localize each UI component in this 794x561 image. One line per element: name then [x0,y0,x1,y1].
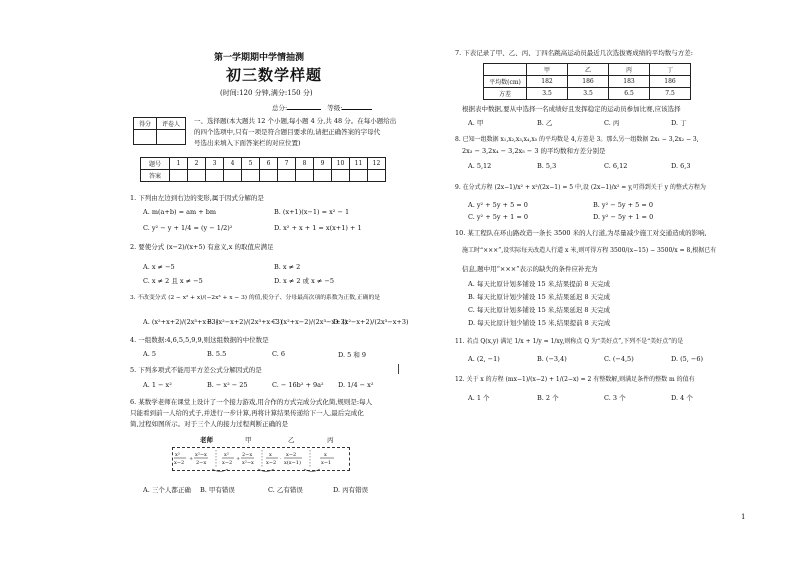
q12-option-d[interactable]: D. 4 个 [671,394,693,402]
relay-expressions [172,447,348,473]
q9-option-b[interactable]: B. y² − 5y + 5 = 0 [593,201,654,209]
answer-table-number: 11 [350,158,368,170]
section1-intro-1: 一、选择题(本大题共 12 个小题,每小题 4 分,共 48 分。在每小题给出 [194,117,397,125]
score-label: 得分 [134,118,157,130]
q5-stem: 5. 下列多项式不能用平方差公式分解因式的是 [130,366,262,374]
answer-table-number: 4 [224,158,242,170]
answer-table-row1-label: 题号 [141,158,170,170]
q8-option-a[interactable]: A. 5,12 [468,162,492,170]
grade-label: 等级: [327,104,343,112]
q7-table-header: 乙 [568,64,609,76]
q7-table-cell: 平均数(cm) [484,76,527,88]
svg-text:x−2: x−2 [266,460,277,466]
q6-option-a[interactable]: A. 三个人都正确 [143,486,191,494]
q12-option-a[interactable]: A. 1 个 [468,394,490,402]
q2-stem: 2. 要使分式 (x−2)/(x+5) 有意义,x 的取值应满足 [130,243,274,251]
answer-cell[interactable] [350,170,368,182]
q6-line-1: 6. 某数学老师在课堂上设计了一个接力游戏,用合作的方式完成分式化简,规则是:每人 [130,398,373,406]
q6-option-c[interactable]: C. 乙有错误 [268,486,303,494]
q1-stem: 1. 下列由左边到右边的变形,属于因式分解的是 [130,194,264,202]
svg-text:x−2: x−2 [286,452,297,458]
answer-table-number: 3 [206,158,224,170]
answer-table-number: 5 [242,158,260,170]
relay-person-jia: 甲 [245,436,252,444]
q7-option-d[interactable]: D. 丁 [671,119,687,127]
q1-option-a[interactable]: A. m(a+b) = am + bm [143,208,217,216]
answer-table-number: 10 [332,158,350,170]
q9-option-a[interactable]: A. y² + 5y + 5 = 0 [468,201,528,209]
answer-table-number: 7 [278,158,296,170]
q10-option-d[interactable]: D. 每天比原计划少铺设 15 米,结果提前 8 天完成 [468,319,611,327]
q3-option-b[interactable]: B. (x²−x+2)/(2x³+x−3) [207,318,283,326]
q7-option-a[interactable]: A. 甲 [468,119,484,127]
svg-text:x²−x: x²−x [242,460,254,466]
q10-line-2: 施工时“×××”,设实际每天改造人行道 x 米,则可得方程 3500/(x−15) − 3500/x = 8,根据已有 [462,247,717,254]
svg-text:x: x [324,452,327,458]
q10-option-a[interactable]: A. 每天比原计划多铺设 15 米,结果提前 8 天完成 [468,280,611,288]
q10-option-c[interactable]: C. 每天比原计划多铺设 15 米,结果延迟 8 天完成 [468,306,611,314]
section1-intro-3: 号选出来填入下面答案栏的对应位置) [194,139,301,147]
score-box [133,117,186,145]
answer-cell[interactable] [278,170,296,182]
q1-option-b[interactable]: B. (x+1)(x−1) = x² − 1 [274,208,350,216]
q12-stem: 12. 关于 x 的方程 (mx−1)/(x−2) + 1/(2−x) = 2 有整数解,则满足条件的整数 m 的值有 [455,376,695,383]
q5-option-b[interactable]: B. − x² − 25 [207,381,248,389]
q11-stem: 11. 若点 Q(x,y) 满足 1/x + 1/y = 1/xy,则称点 Q 为“美好点”,下列不是“美好点”的是 [455,338,684,345]
q6-line-2: 只能看到前一人给的式子,并进行一步计算,再将计算结果传递给下一人,最后完成化 [130,409,364,417]
q9-option-d[interactable]: D. y² − 5y + 1 = 0 [593,213,654,221]
q8-option-b[interactable]: B. 5,3 [537,162,557,170]
q11-option-b[interactable]: B. (−3,4) [537,355,567,363]
q4-option-c[interactable]: C. 6 [272,350,286,358]
q7-stem: 7. 下表记录了甲、乙、丙、丁四名跳高运动员最近几次选拔赛成绩的平均数与方差: [455,49,693,57]
q7-table-cell: 186 [650,76,691,88]
q7-table-cell: 3.5 [527,88,568,100]
total-grade-line [272,103,372,112]
time-score: (时间:120 分钟,满分:150 分) [220,89,313,97]
answer-table-number: 2 [188,158,206,170]
answer-table-number: 9 [314,158,332,170]
svg-text:·: · [280,456,282,462]
svg-text:+: + [189,456,194,462]
q4-stem: 4. 一组数据:4,6,5,5,9,9,则这组数据的中位数是 [130,336,269,344]
answer-cell[interactable] [296,170,314,182]
q2-option-a[interactable]: A. x ≠ −5 [143,263,175,271]
answer-cell[interactable] [170,170,188,182]
total-label: 总分: [272,104,288,112]
q7-after: 根据表中数据,要从中选择一名成绩好且发挥稳定的运动员参加比赛,应该选择 [462,105,681,113]
relay-diagram [172,436,348,476]
q11-option-a[interactable]: A. (2, −1) [468,355,500,363]
answer-cell[interactable] [368,170,386,182]
svg-text:x: x [269,452,272,458]
q6-option-d[interactable]: D. 丙有错误 [333,486,369,494]
svg-text:x−2: x−2 [174,460,185,466]
svg-text:x²: x² [175,452,180,458]
q4-option-a[interactable]: A. 5 [143,350,156,358]
q10-line-1: 10. 某工程队在环山路改造一条长 3500 米的人行道,为尽量减少施工对交通造成的影响, [455,229,707,237]
svg-text:2−x: 2−x [242,452,253,458]
answer-cell[interactable] [188,170,206,182]
q7-table-header [484,64,527,76]
relay-person-yi: 乙 [288,436,295,444]
q5-option-a[interactable]: A. 1 − x² [143,381,172,389]
q8-option-c[interactable]: C. 6,12 [604,162,628,170]
q7-table-header: 甲 [527,64,568,76]
answer-cell[interactable] [242,170,260,182]
q7-option-c[interactable]: C. 丙 [604,119,620,127]
q12-option-b[interactable]: B. 2 个 [537,394,559,402]
q2-option-d[interactable]: D. x ≠ 2 或 x ≠ −5 [274,277,334,285]
q9-stem: 9. 在分式方程 (2x−1)/x² + x²/(2x−1) = 5 中,设 (2x−1)/x² = y,可得到关于 y 的整式方程为 [455,184,706,191]
q8-option-d[interactable]: D. 6,3 [671,162,691,170]
svg-text:x(x−1): x(x−1) [284,460,301,466]
svg-text:x²−x: x²−x [195,452,207,458]
q8-line-2: 2x₃ − 3,2x₄ − 3,2x₅ − 3 的平均数和方差分别是 [462,147,606,155]
subject-title: 初三数学样题 [226,66,323,84]
section1-intro-2: 的四个选项中,只有一项是符合题目要求的,请把正确答案的字母代 [194,128,381,136]
q3-stem: 3. 不改变分式 (2 − x² + x)/(−2x³ + x − 3) 的值,使分子、分母最高次项的系数为正数,正确的是 [130,295,381,301]
answer-table-number: 1 [170,158,188,170]
q9-option-c[interactable]: C. y² + 5y + 1 = 0 [468,213,528,221]
svg-text:x−2: x−2 [222,460,233,466]
answer-table-row2-label: 答案 [141,170,170,182]
answer-table [140,157,386,182]
q7-table-cell: 183 [609,76,650,88]
q11-option-d[interactable]: D. (5, −6) [671,355,704,363]
q7-table-header: 丁 [650,64,691,76]
answer-table-number: 8 [296,158,314,170]
q5-option-d[interactable]: D. 1/4 − x² [338,381,374,389]
answer-table-number: 6 [260,158,278,170]
exam-title: 第一学期期中学情抽测 [214,53,305,63]
q4-option-d[interactable]: D. 5 和 9 [338,351,367,359]
column-divider-mark [398,364,399,374]
q1-option-c[interactable]: C. y² − y + 1/4 = (y − 1/2)² [143,224,233,232]
answer-cell[interactable] [332,170,350,182]
q10-option-b[interactable]: B. 每天比原计划少铺设 15 米,结果延迟 8 天完成 [468,293,611,301]
q7-table-header: 丙 [609,64,650,76]
q3-option-c[interactable]: C. (x²+x−2)/(2x³−x+3) [272,318,348,326]
answer-cell[interactable] [260,170,278,182]
q7-table-cell: 7.5 [650,88,691,100]
svg-text:+: + [236,456,241,462]
q7-table-cell: 方差 [484,88,527,100]
page-number: 1 [741,513,746,521]
q2-option-b[interactable]: B. x ≠ 2 [274,263,301,271]
q11-option-c[interactable]: C. (−4,5) [604,355,634,363]
q12-option-c[interactable]: C. 3 个 [604,394,626,402]
answer-cell[interactable] [314,170,332,182]
q7-option-b[interactable]: B. 乙 [537,119,553,127]
svg-text:x²: x² [224,452,229,458]
answer-table-number: 12 [368,158,386,170]
q7-table-cell: 6.5 [609,88,650,100]
q7-table-cell: 186 [568,76,609,88]
q7-table-cell: 182 [527,76,568,88]
q4-option-b[interactable]: B. 5.5 [207,350,227,358]
svg-text:2−x: 2−x [196,460,207,466]
q7-table [483,63,691,100]
q5-option-c[interactable]: C. − 16b² + 9a² [272,381,324,389]
q3-option-a[interactable]: A. (x²+x+2)/(2x³+x−3) [143,318,219,326]
q3-option-d[interactable]: D. (x²−x+2)/(2x³−x+3) [333,318,409,326]
answer-cell[interactable] [224,170,242,182]
q7-table-cell: 3.5 [568,88,609,100]
relay-person-bing: 丙 [327,436,334,444]
relay-person-teacher: 老师 [200,436,213,444]
q10-line-3: 信息,题中用“×××”表示的缺失的条件应补充为 [462,265,598,273]
q1-option-d[interactable]: D. x² + x + 1 = x(x+1) + 1 [274,224,362,232]
q6-line-3: 简,过程如图所示。对于三个人的接力过程判断正确的是 [130,420,289,428]
grader-label: 评卷人 [157,118,186,130]
q6-option-b[interactable]: B. 甲有错误 [200,486,235,494]
q8-line-1: 8. 已知一组数据 x₁,x₂,x₃,x₄,x₅ 的平均数是 4,方差是 3。那么另一组数据 2x₁ − 3,2x₂ − 3, [455,136,699,143]
answer-cell[interactable] [206,170,224,182]
q2-option-c[interactable]: C. x ≠ 2 且 x ≠ −5 [143,277,203,285]
svg-text:x−1: x−1 [321,460,332,466]
